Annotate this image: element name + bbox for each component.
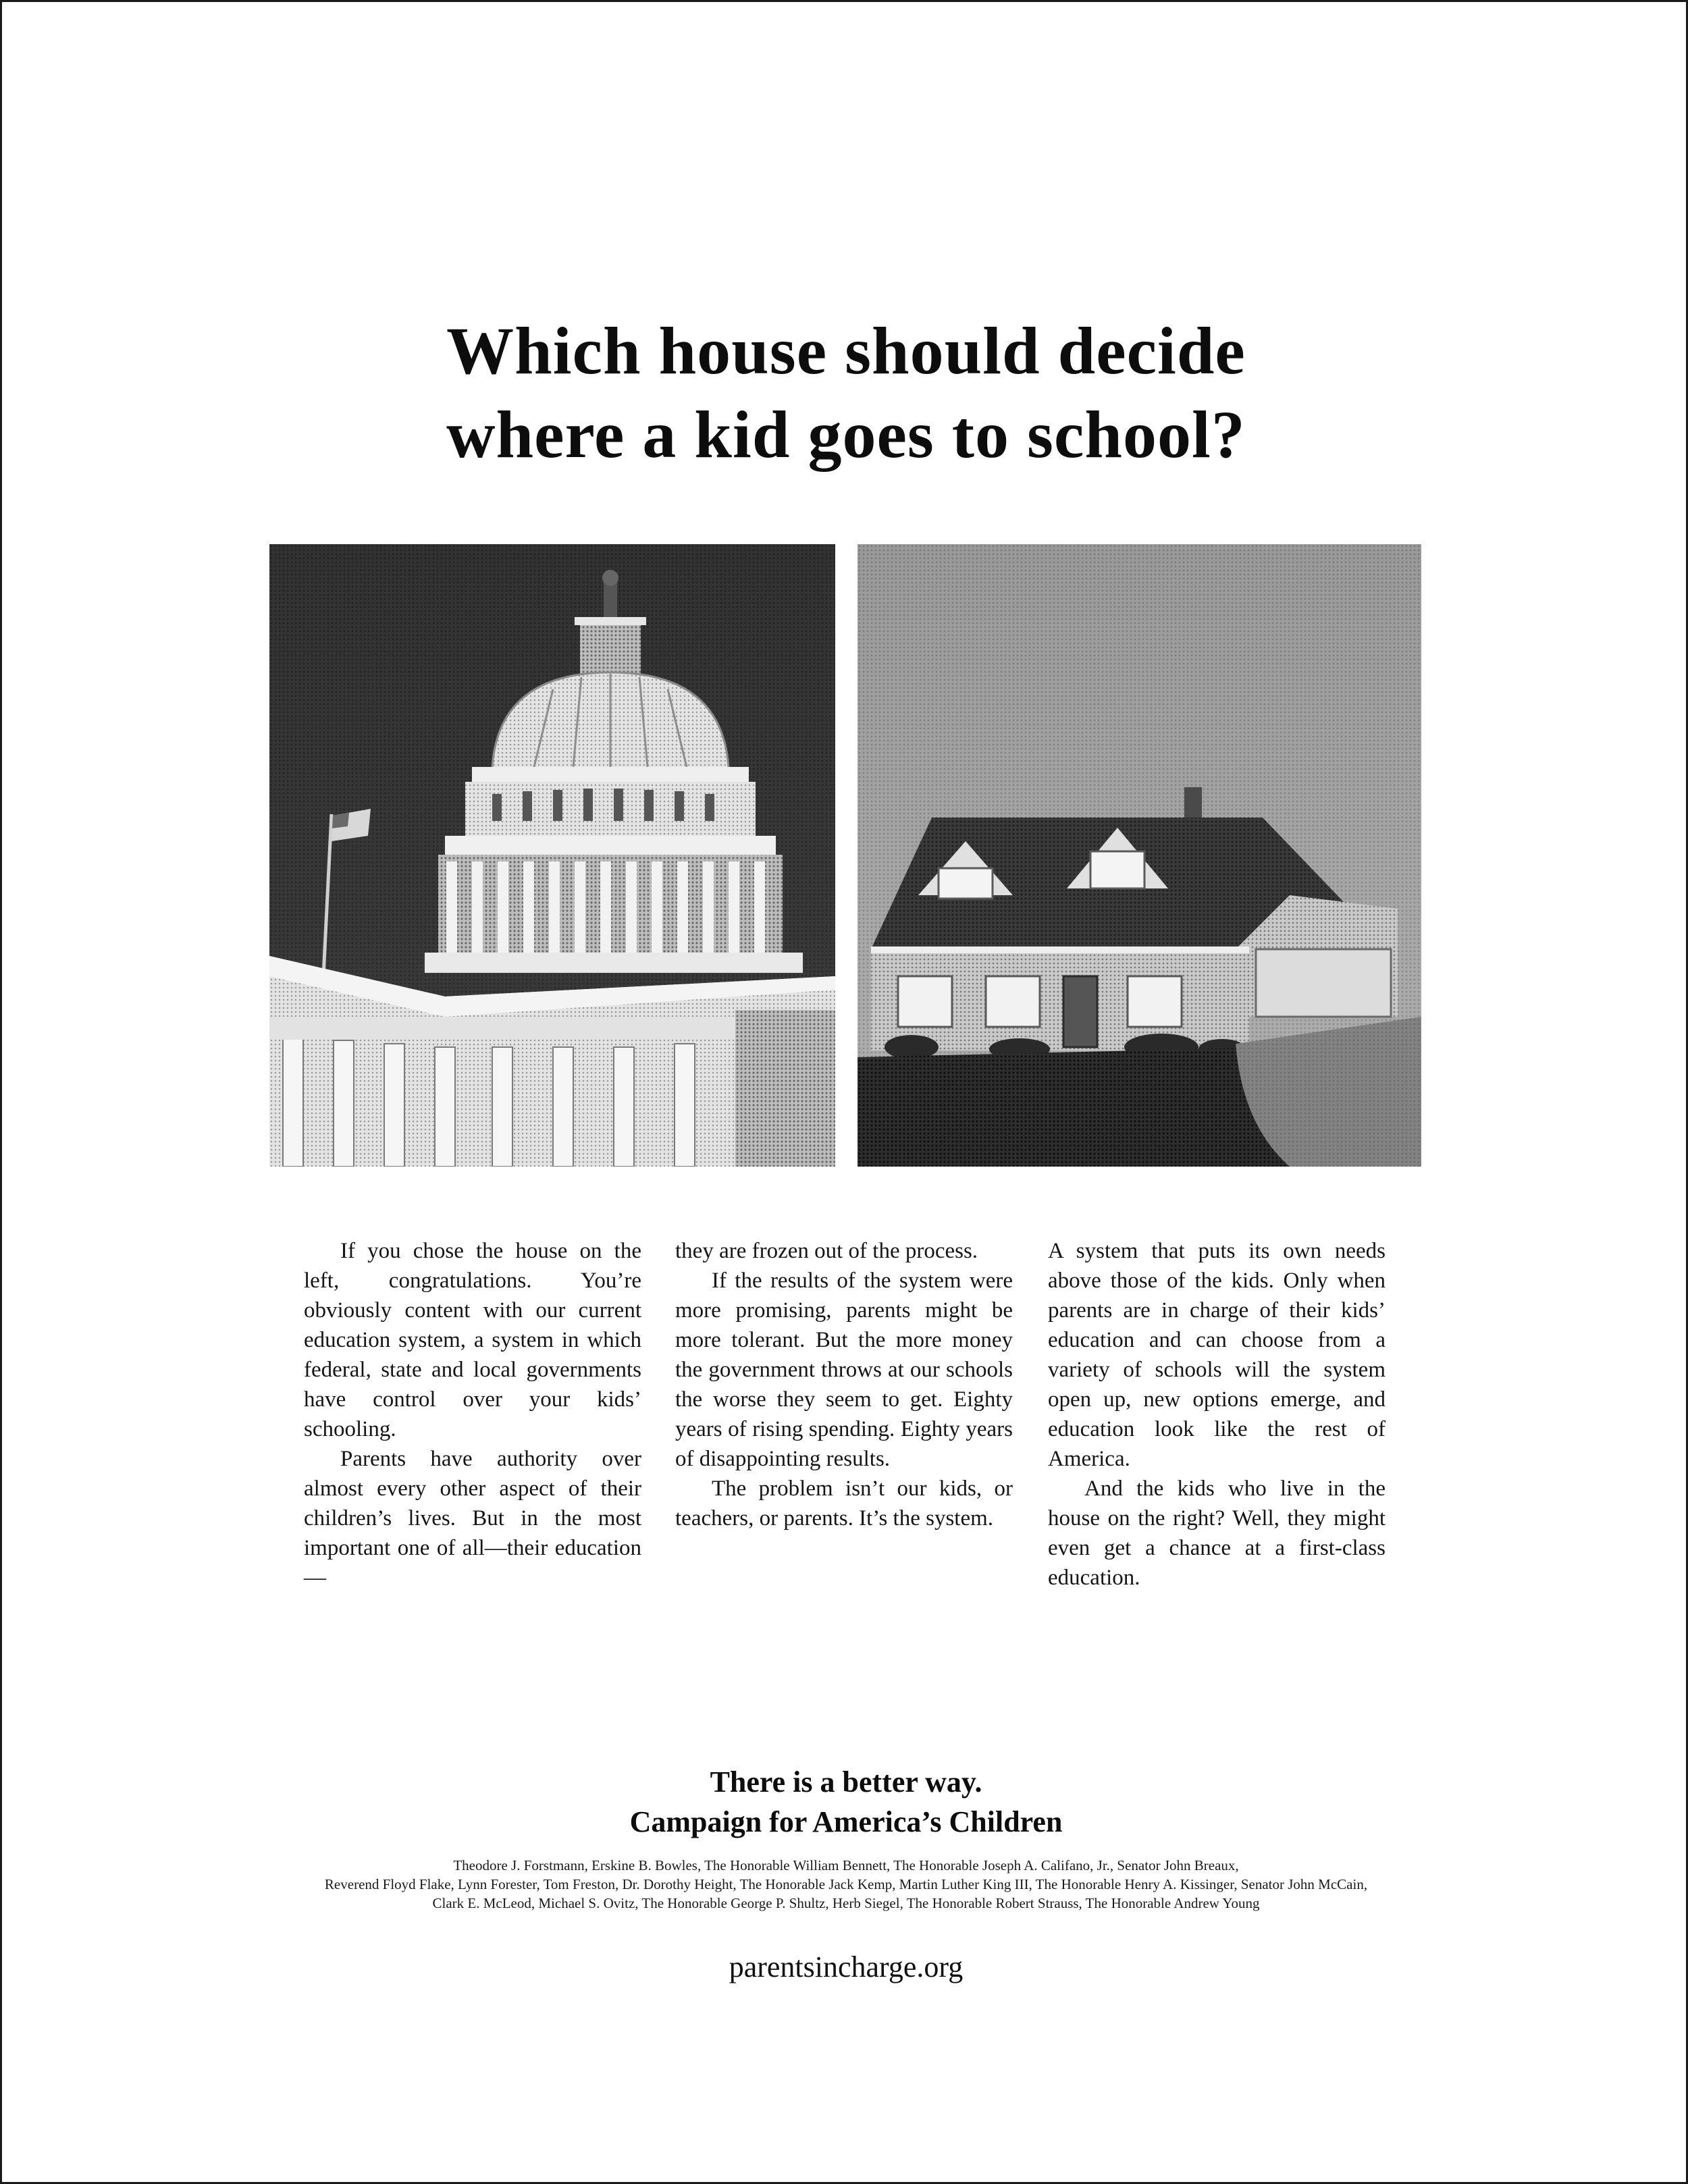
website-url: parentsincharge.org [729, 1950, 964, 1983]
body-paragraph: If you chose the house on the left, congratulations. You’re obviously content with our current education system, a system in which federal, state and local governments have control over your kids’ schooling. [304, 1239, 641, 1441]
capitol-illustration [269, 544, 835, 1167]
headline-line-2: where a kid goes to school? [446, 397, 1246, 472]
body-column-3 [1048, 1236, 1386, 1593]
supporter-names [259, 1856, 1433, 1913]
body-column-2 [675, 1236, 1013, 1533]
supporter-names-line: Reverend Floyd Flake, Lynn Forester, Tom Freston, Dr. Dorothy Height, The Honorable Jack Kemp, Martin Luther King III, The Honorable Henry A. Kissinger, Senator John McCain, [324, 1876, 1368, 1892]
tagline: There is a better way. [710, 1765, 982, 1799]
house-photo [858, 544, 1421, 1167]
body-paragraph: If the results of the system were more promising, parents might be more tolerant. But the more money the government throws at our schools the worse they seem to get. Eighty years of rising spending. Eighty years of disappointing results. [675, 1269, 1013, 1471]
body-paragraph: And the kids who live in the house on the right? Well, they might even get a chance at a first-class education. [1048, 1476, 1386, 1590]
headline [2, 309, 1688, 477]
supporter-names-line: Clark E. McLeod, Michael S. Ovitz, The Honorable George P. Shultz, Herb Siegel, The Honorable Robert Strauss, The Honorable Andrew Young [432, 1895, 1260, 1911]
body-column-1 [304, 1236, 641, 1593]
capitol-photo [269, 544, 835, 1167]
organization-name: Campaign for America’s Children [629, 1805, 1063, 1838]
headline-line-1: Which house should decide [446, 313, 1246, 388]
body-paragraph: A system that puts its own needs above those of the kids. Only when parents are in charge of their kids’ education and can choose from a variety of schools will the system open up, new options emerge, and education look like the rest of America. [1048, 1239, 1386, 1471]
body-paragraph: Parents have authority over almost every other aspect of their children’s lives. But in the most important one of all—their education— [304, 1447, 641, 1590]
body-paragraph: they are frozen out of the process. [675, 1239, 978, 1263]
house-illustration [858, 544, 1421, 1167]
supporter-names-line: Theodore J. Forstmann, Erskine B. Bowles, The Honorable William Bennett, The Honorable Joseph A. Califano, Jr., Senator John Breaux, [453, 1857, 1239, 1873]
body-paragraph: The problem isn’t our kids, or teachers, or parents. It’s the system. [675, 1476, 1013, 1530]
